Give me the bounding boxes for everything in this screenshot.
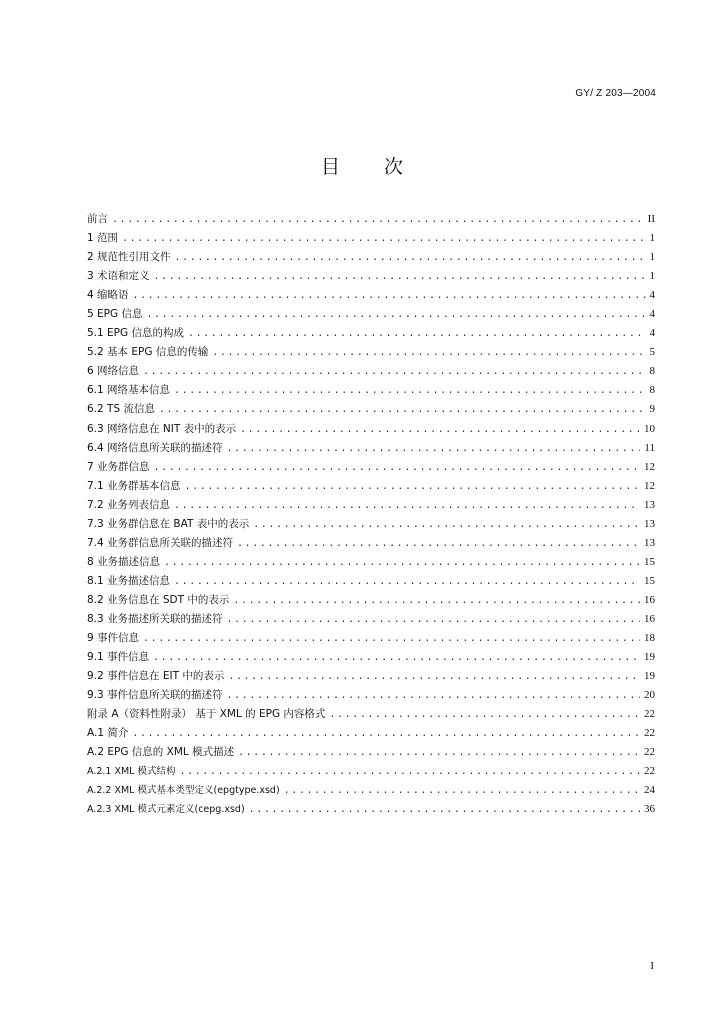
toc-entry-page: 24 [644, 784, 655, 797]
toc-entry[interactable] [87, 648, 655, 667]
toc-entry-label: 前言 [87, 213, 108, 225]
toc-entry[interactable] [87, 724, 655, 743]
toc-entry[interactable] [87, 343, 655, 362]
toc-title [0, 152, 724, 179]
toc-dot-leader [175, 249, 646, 267]
toc-entry-label: A.2 EPG 信息的 XML 模式描述 [87, 746, 235, 759]
toc-entry-label: 5.2 基本 EPG 信息的传输 [87, 346, 209, 359]
toc-entry[interactable] [87, 762, 655, 781]
toc-entry[interactable] [87, 305, 655, 324]
table-of-contents [87, 210, 655, 820]
toc-entry-page: 22 [644, 765, 655, 778]
toc-entry-page: 15 [644, 555, 655, 568]
toc-entry[interactable] [87, 591, 655, 610]
toc-dot-leader [329, 706, 640, 724]
toc-entry-label: 7.1 业务群基本信息 [87, 479, 181, 492]
document-code: GY/ Z 203—2004 [575, 88, 656, 99]
toc-entry[interactable] [87, 229, 655, 248]
toc-entry[interactable] [87, 248, 655, 267]
toc-entry-page: 9 [649, 403, 655, 416]
toc-dot-leader [228, 668, 640, 686]
toc-entry-page: 36 [644, 803, 655, 816]
toc-entry-label: A.2.1 XML 模式结构 [87, 766, 176, 778]
toc-entry-label: 8.2 业务信息在 SDT 中的表示 [87, 593, 230, 606]
toc-entry-label: 3 术语和定义 [87, 270, 150, 283]
toc-entry[interactable] [87, 667, 655, 686]
toc-dot-leader [143, 630, 640, 648]
toc-dot-leader [132, 725, 640, 743]
toc-dot-leader [185, 478, 640, 496]
toc-dot-leader [240, 421, 640, 439]
toc-entry-label: A.2.3 XML 模式元素定义(cepg.xsd) [87, 804, 245, 816]
toc-dot-leader [233, 592, 640, 610]
toc-entry-label: 4 缩略语 [87, 289, 129, 302]
toc-entry-label: 8.3 业务描述所关联的描述符 [87, 612, 223, 625]
toc-dot-leader [143, 363, 645, 381]
toc-entry-label: 7.2 业务列表信息 [87, 498, 171, 511]
toc-dot-leader [112, 211, 644, 229]
toc-entry-label: 8.1 业务描述信息 [87, 574, 171, 587]
toc-entry-page: 4 [649, 308, 655, 321]
toc-entry-page: 4 [649, 289, 655, 302]
toc-dot-leader [238, 744, 640, 762]
toc-dot-leader [180, 763, 641, 781]
toc-dot-leader [227, 687, 640, 705]
toc-entry[interactable] [87, 800, 655, 819]
toc-entry-page: 16 [644, 593, 655, 606]
toc-entry-label: 5.1 EPG 信息的构成 [87, 327, 184, 340]
toc-entry-label: 7 业务群信息 [87, 460, 150, 473]
toc-entry[interactable] [87, 496, 655, 515]
toc-entry-page: 18 [644, 632, 655, 645]
toc-dot-leader [253, 516, 640, 534]
toc-entry-label: 1 范围 [87, 232, 119, 245]
toc-entry-page: 19 [644, 670, 655, 683]
toc-dot-leader [174, 573, 640, 591]
toc-entry-label: 9.2 事件信息在 EIT 中的表示 [87, 670, 225, 683]
toc-entry[interactable] [87, 420, 655, 439]
toc-entry[interactable] [87, 439, 655, 458]
toc-entry-label: 9.3 事件信息所关联的描述符 [87, 689, 223, 702]
toc-entry-page: 13 [644, 517, 655, 530]
toc-entry-label: 9.1 事件信息 [87, 651, 150, 664]
toc-entry-label: 8 业务描述信息 [87, 555, 161, 568]
toc-title-char-1: 目 [320, 156, 340, 178]
toc-entry-label: 附录 A（资料性附录） 基于 XML 的 EPG 内容格式 [87, 708, 326, 721]
toc-entry-page: 1 [649, 251, 655, 264]
toc-entry-page: II [647, 213, 655, 225]
toc-entry[interactable] [87, 400, 655, 419]
toc-entry-label: 6.3 网络信息在 NIT 表中的表示 [87, 422, 237, 435]
toc-dot-leader [164, 554, 640, 572]
toc-dot-leader [249, 801, 640, 819]
toc-entry-page: 13 [644, 536, 655, 549]
toc-entry-label: A.2.2 XML 模式基本类型定义(epgtype.xsd) [87, 785, 280, 797]
toc-entry-label: 6.2 TS 流信息 [87, 403, 155, 416]
toc-entry-label: 6.4 网络信息所关联的描述符 [87, 441, 223, 454]
toc-entry-label: 6 网络信息 [87, 365, 140, 378]
toc-entry-page: 5 [649, 346, 655, 359]
toc-entry-page: 4 [649, 327, 655, 340]
toc-entry[interactable] [87, 515, 655, 534]
toc-entry-page: 1 [649, 232, 655, 245]
toc-entry[interactable] [87, 267, 655, 286]
toc-dot-leader [122, 230, 645, 248]
toc-entry-page: 22 [644, 746, 655, 759]
toc-entry-label: 6.1 网络基本信息 [87, 384, 171, 397]
toc-dot-leader [227, 440, 641, 458]
toc-entry-label: 9 事件信息 [87, 632, 140, 645]
toc-entry-page: 22 [644, 708, 655, 721]
toc-entry[interactable] [87, 553, 655, 572]
toc-entry[interactable] [87, 210, 655, 229]
toc-entry[interactable] [87, 477, 655, 496]
toc-entry-page: 13 [644, 498, 655, 511]
toc-dot-leader [174, 497, 640, 515]
toc-dot-leader [154, 268, 646, 286]
toc-entry[interactable] [87, 458, 655, 477]
toc-dot-leader [284, 782, 640, 800]
toc-title-char-2: 次 [384, 156, 404, 178]
toc-dot-leader [146, 306, 645, 324]
toc-entry[interactable] [87, 286, 655, 305]
toc-entry[interactable] [87, 381, 655, 400]
toc-entry[interactable] [87, 686, 655, 705]
toc-entry-label: 7.3 业务群信息在 BAT 表中的表示 [87, 517, 250, 530]
toc-entry[interactable] [87, 324, 655, 343]
toc-entry[interactable] [87, 629, 655, 648]
toc-entry-page: 15 [644, 574, 655, 587]
toc-entry-page: 20 [644, 689, 655, 702]
toc-entry-page: 16 [644, 612, 655, 625]
toc-entry[interactable] [87, 572, 655, 591]
toc-entry-page: 22 [644, 727, 655, 740]
toc-entry-page: 10 [644, 422, 655, 435]
toc-entry-page: 11 [644, 441, 655, 454]
toc-dot-leader [174, 382, 645, 400]
toc-dot-leader [159, 401, 646, 419]
toc-entry[interactable] [87, 534, 655, 553]
toc-entry-page: 19 [644, 651, 655, 664]
toc-dot-leader [188, 325, 646, 343]
toc-entry-page: 12 [644, 460, 655, 473]
toc-dot-leader [133, 287, 646, 305]
toc-entry-page: 12 [644, 479, 655, 492]
toc-entry-label: 7.4 业务群信息所关联的描述符 [87, 536, 234, 549]
toc-entry[interactable] [87, 743, 655, 762]
toc-entry-page: 8 [649, 365, 655, 378]
toc-entry-label: A.1 简介 [87, 727, 129, 740]
toc-entry-page: 1 [649, 270, 655, 283]
toc-entry[interactable] [87, 610, 655, 629]
toc-dot-leader [153, 649, 640, 667]
toc-entry[interactable] [87, 781, 655, 800]
toc-dot-leader [227, 611, 640, 629]
toc-dot-leader [154, 459, 640, 477]
page-number: I [650, 960, 654, 972]
toc-entry[interactable] [87, 705, 655, 724]
toc-entry-label: 2 规范性引用文件 [87, 251, 171, 264]
toc-entry-page: 8 [649, 384, 655, 397]
toc-entry-label: 5 EPG 信息 [87, 308, 143, 321]
toc-dot-leader [237, 535, 640, 553]
toc-entry[interactable] [87, 362, 655, 381]
toc-dot-leader [212, 344, 645, 362]
